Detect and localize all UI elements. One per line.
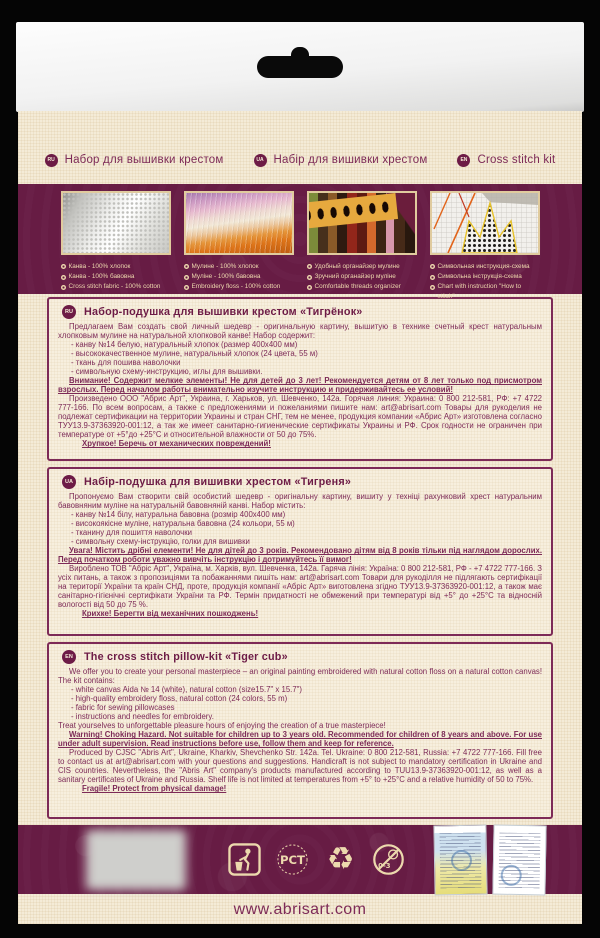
ua-intro: Пропонуємо Вам створити свій особистий шедевр - оригінальну картину, вишиту у техніці рахунковий хрест натуральним бавовняним муліне на натуральній бавовняній канві. Набор містить:: [58, 492, 542, 511]
photo-column-canvas: [61, 191, 171, 302]
ua-language-badge-icon: UA: [254, 154, 267, 167]
ru-kit-item: - канву №14 белую, натуральный хлопок (размер 400х400 мм): [71, 340, 298, 350]
recycle-glyph: ♻: [326, 841, 355, 877]
section-en-title-row: [58, 650, 542, 664]
lang-label-ru: Набор для вышивки крестом: [64, 154, 224, 166]
chart-captions: [430, 262, 540, 302]
embroidery-floss-photo: [184, 191, 294, 255]
chart-instruction-photo: [430, 191, 540, 255]
en-warning: Warning! Choking Hazard. Not suitable for children up to 3 years old. Recommended for children of 8 years and above. For use under adult supervision. Read instructions before use, follow them and keep for reference.: [58, 730, 542, 749]
certificate-ukraine-thumbnail: [433, 824, 487, 895]
certificate-russia-thumbnail: [492, 824, 546, 895]
caption-text: Символьная инструкция-схема: [437, 263, 530, 270]
chart-pattern-decoration: [432, 193, 538, 253]
rst-certification-icon: [276, 843, 309, 876]
en-kit-item: - white canvas Aida № 14 (white), natural cotton (size15.7" x 15.7"): [71, 685, 303, 695]
ru-badge-icon: RU: [62, 305, 76, 319]
ua-producer-info: Вироблено ТОВ "Абріс Арт", Україна, м. Харків, вул. Шевченка, 142а. Гаряча лінія: Україна: 0 800 212-581, РФ - +7 4722 777-166. З усіх питань, а також з пропозиціями та побажаннями пишіть нам: art@abrisart.com Товари для рукоділля не підлягають сертифікації на території України та країн СНД, проте, продукція компанії «Абріс Арт» виготовлена згідно ТУУ13.9-37363920-001:12, а також має санітарно-гігієнічні сертифікати України та РФ. Термін придатності не обмежений при температурі від +5° до +25°С та відносній вологості від 50 до 75 %.: [58, 564, 542, 610]
website-url: www.abrisart.com: [233, 900, 367, 918]
caption-bullet-icon: [307, 264, 312, 269]
floss-captions: [184, 262, 294, 292]
lang-item-en: [457, 154, 555, 167]
ru-kit-item: - символьную схему-инструкцию, иглы для вышивки.: [71, 367, 263, 377]
organizer-captions: [307, 262, 417, 292]
lang-label-ua: Набір для вишивки хрестом: [273, 154, 428, 166]
caption-bullet-icon: [430, 275, 435, 280]
caption-bullet-icon: [307, 285, 312, 290]
caption-bullet-icon: [61, 264, 66, 269]
ua-kit-item: - канву №14 білу, натуральна бавовна (розмір 400х400 мм): [71, 510, 286, 520]
ua-kit-item: - символьну схему-інструкцію, голки для вишивки: [71, 537, 250, 547]
en-badge-icon: EN: [62, 650, 76, 664]
section-ru-title: Набор-подушка для вышивки крестом «Тигрёнок»: [84, 305, 363, 318]
tidy-man-icon: [228, 843, 261, 876]
ua-warning: Увага! Містить дрібні елементи! Не для дітей до 3 років. Рекомендовано дітям від 8 років тільки під наглядом дорослих. Перед початком роботи уважно вивчіть інструкцію і дотримуйтесь її вимог!: [58, 546, 542, 565]
caption-text: Зручний органайзер муліне: [314, 273, 396, 281]
threads-organizer-photo: [307, 191, 417, 255]
caption-text: Comfortable threads organizer: [314, 283, 401, 291]
lang-item-ru: [45, 154, 224, 167]
ru-kit-item: - высококачественное мулине, натуральный хлопок (24 цвета, 55 м): [71, 349, 318, 359]
lang-item-ua: [254, 154, 428, 167]
euro-slot-hole: [257, 56, 343, 78]
caption-text: Муліне - 100% бавовна: [191, 273, 261, 281]
en-language-badge-icon: EN: [457, 154, 470, 167]
svg-text:0-3: 0-3: [378, 861, 391, 870]
ru-warning: Внимание! Содержит мелкие элементы! Не для детей до 3 лет! Рекомендуется детям от 8 лет только под присмотром взрослых. Перед началом работы внимательно изучите инструкцию и придерживайтесь ее условий!: [58, 376, 542, 395]
caption-bullet-icon: [184, 285, 189, 290]
caption-text: Cross stitch fabric - 100% cotton: [68, 283, 161, 291]
back-label: [18, 111, 582, 924]
caption-bullet-icon: [430, 264, 435, 269]
lang-label-en: Cross stitch kit: [477, 154, 556, 166]
caption-text: Embroidery floss - 100% cotton: [191, 283, 281, 291]
packaging-icons: [228, 843, 405, 876]
photo-band: [18, 184, 582, 301]
hang-tab: [16, 22, 584, 112]
en-kit-item: - instructions and needles for embroidery.: [71, 712, 214, 722]
ru-producer-info: Произведено ООО "Абрис Арт", Украина, г. Харьков, ул. Шевченко, 142а. Горячая линия: Украина: 0 800 212-581, РФ: +7 4722 777-166. По всем вопросам, а также с предложениями и пожеланиями пишите нам: art@abrisart.com Товары для рукоделия не подлежат сертификации на территории Украины и стран СНГ, тем не менее, продукция компании «Абрис Арт» изготовлена согласно ТУУ13.9-37363920-001:12, а так же имеет санитарно-гигиенические сертификаты Украины и РФ. Срок годности не ограничен при температуре от +5°до +25°С и относительной влажности от 50 до 75%.: [58, 394, 542, 440]
ua-kit-item: - тканину для пошиття наволочки: [71, 528, 192, 538]
recycle-icon: [324, 843, 357, 876]
section-en-title: The cross stitch pillow-kit «Tiger cub»: [84, 650, 288, 663]
caption-text: Канва - 100% хлопок: [68, 263, 131, 270]
certificates: [434, 825, 546, 895]
ua-kit-item: - високоякісне муліне, натуральна бавовна (24 кольори, 55 м): [71, 519, 295, 529]
caption-text: Мулине - 100% хлопок: [191, 263, 259, 270]
blurred-barcode: [86, 830, 186, 890]
en-producer-info: Produced by CJSC "Abris Art", Ukraine, Kharkiv, Shevchenko Str. 142a. Tel. Ukraine: 0 800 212-581, Russia: +7 4722 777-166. Fill free to contact us at art@abrisart.com with your questions and suggestions. Handicraft is not subject to mandatory certification in Ukraine and CIS countries. Nevertheless, the "Abris Art" company's products manufactured according to TUU13.9-37363920-001:12, as well as a sanitary certificates of Ukraine and Russia. Shelf life is not limited at temperatures from +5° to +25°C and a relative humidity of 50 to 75%.: [58, 748, 542, 785]
en-kit-item: - high-quality embroidery floss, natural cotton (24 colors, 55 m): [71, 694, 288, 704]
section-ru: [47, 297, 553, 461]
ru-language-badge-icon: RU: [45, 154, 58, 167]
photo-column-floss: [184, 191, 294, 302]
caption-bullet-icon: [430, 285, 435, 290]
caption-bullet-icon: [61, 285, 66, 290]
en-fragile-note: Fragile! Protect from physical damage!: [82, 784, 227, 794]
photo-column-organizer: [307, 191, 417, 302]
ru-intro: Предлагаем Вам создать свой личный шедевр - оригинальную картину, вышитую в технике счетный крест натуральным хлопковым мулине на натуральной хлопковой канве! Набор содержит:: [58, 322, 542, 341]
ua-fragile-note: Крихке! Берегти від механічних пошкоджень!: [82, 609, 259, 619]
caption-bullet-icon: [61, 275, 66, 280]
canvas-captions: [61, 262, 171, 292]
en-treat-line: Treat yourselves to unforgettable pleasure hours of enjoying the creation of a true masterpiece!: [58, 721, 386, 731]
section-ua: [47, 467, 553, 636]
ru-kit-item: - ткань для пошива наволочки: [71, 358, 181, 368]
caption-bullet-icon: [307, 275, 312, 280]
website-strip: [18, 894, 582, 924]
svg-text:РСТ: РСТ: [280, 852, 305, 867]
section-ua-title-row: [58, 475, 542, 489]
caption-text: Chart with instruction "How to stitch": [437, 283, 522, 301]
section-ru-title-row: [58, 305, 542, 319]
caption-text: Символьна інструкція-схема: [437, 273, 522, 281]
en-intro: We offer you to create your personal masterpiece – an original painting embroidered with natural cotton floss on a natural cotton canvas! The kit contains:: [58, 667, 542, 686]
caption-text: Удобный органайзер мулине: [314, 263, 400, 270]
ua-badge-icon: UA: [62, 475, 76, 489]
section-ua-title: Набір-подушка для вишивки хрестом «Тигреня»: [84, 475, 352, 488]
aida-canvas-photo: [61, 191, 171, 255]
age-restriction-0-3-icon: [372, 843, 405, 876]
language-strip: [18, 111, 582, 184]
en-kit-item: - fabric for sewing pillowcases: [71, 703, 175, 713]
caption-bullet-icon: [184, 264, 189, 269]
caption-bullet-icon: [184, 275, 189, 280]
ru-fragile-note: Хрупкое! Беречь от механических повреждений!: [82, 439, 271, 449]
section-en: [47, 642, 553, 819]
caption-text: Канва - 100% бавовна: [68, 273, 135, 281]
photo-column-chart: [430, 191, 540, 302]
footer-band: [18, 825, 582, 894]
